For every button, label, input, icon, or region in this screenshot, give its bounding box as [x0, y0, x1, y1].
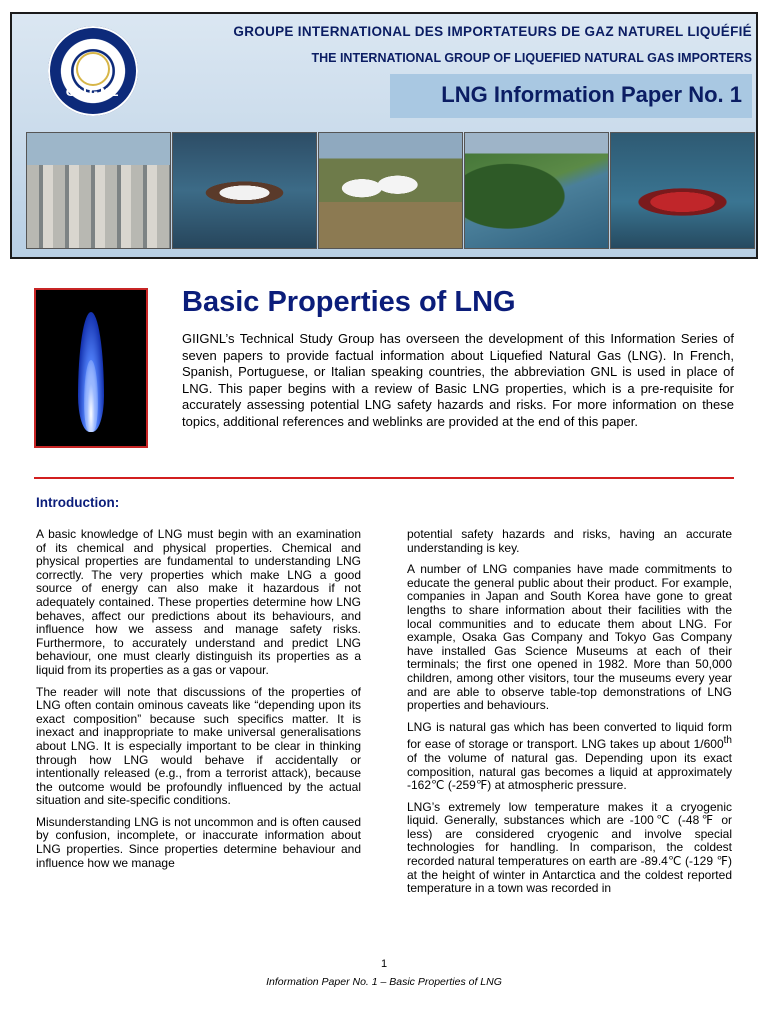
section-heading: Introduction:	[36, 495, 120, 510]
page-number: 1	[380, 958, 388, 970]
photo-lng-terminal	[26, 132, 171, 249]
paragraph: Misunderstanding LNG is not uncommon and is often caused by confusion, incomplete, or inaccurate information about LNG properties. Since properties determine behaviour and influence how we manage	[36, 814, 361, 870]
org-name-english: THE INTERNATIONAL GROUP OF LIQUEFIED NATURAL GAS IMPORTERS	[311, 51, 752, 65]
left-column	[36, 528, 361, 878]
blue-flame-image	[34, 288, 148, 448]
paragraph: potential safety hazards and risks, having an accurate understanding is key.	[407, 527, 732, 555]
page-footer: Information Paper No. 1 – Basic Properties of LNG	[266, 976, 502, 988]
paragraph	[407, 721, 732, 793]
photo-coastal-terminal	[464, 132, 609, 249]
globe-icon	[76, 52, 110, 86]
page-title: Basic Properties of LNG	[182, 286, 516, 318]
logo-text: GIIGNL	[65, 86, 121, 99]
photo-red-lng-carrier	[610, 132, 755, 249]
paper-number: LNG Information Paper No. 1	[441, 82, 742, 107]
paragraph: LNG’s extremely low temperature makes it a cryogenic liquid. Generally, substances which are -100℃ (-48℉ or less) are considered cryogenic and involve special technologies for handling. In comparison, the coldest recorded natural temperatures on earth are -89.4℃ (-129 ℉) at the height of winter in Antarctica and the coldest reported temperature in a town was recorded in	[407, 799, 732, 896]
paragraph: A basic knowledge of LNG must begin with an examination of its chemical and physical properties. Chemical and physical properties are fundamental to understanding LNG correctly. The very properties which make LNG a good source of energy can also make it hazardous if not adequately contained. These properties determine how LNG behaves, affect our predictions about its behaviours, and influence how we assess and manage safety risks. Furthermore, to accurately understand and predict LNG behaviour, one must clearly distinguish its properties as a liquid from its properties as a gas or vapour.	[36, 527, 361, 677]
photo-lng-tanker-at-sea	[172, 132, 317, 249]
superscript: th	[723, 735, 732, 747]
org-name-french: GROUPE INTERNATIONAL DES IMPORTATEURS DE GAZ NATUREL LIQUÉFIÉ	[233, 24, 752, 39]
photo-storage-tanks	[318, 132, 463, 249]
paragraph-text: of the volume of natural gas. Depending upon its exact composition, natural gas becomes a liquid at approximately -162℃ (-259℉) at atmospheric pressure.	[407, 750, 732, 793]
right-column	[407, 528, 732, 904]
paragraph: A number of LNG companies have made commitments to educate the general public about their product. For example, companies in Japan and South Korea have gone to great lengths to share information about their facilities with the local communities and to educate them about LNG. For example, Osaka Gas Company and Tokyo Gas Company have installed Gas Science Museums at each of their terminals; the first one opened in 1982. More than 50,000 children, among other visitors, tour the museums every year and are able to observe table-top demonstrations of LNG properties and behaviours.	[407, 562, 732, 713]
giignl-logo	[48, 26, 138, 116]
header-banner	[10, 12, 758, 259]
paragraph-text: LNG is natural gas which has been converted to liquid form for ease of storage or transport. LNG takes up about 1/600	[407, 719, 732, 752]
intro-paragraph: GIIGNL’s Technical Study Group has overseen the development of this Information Series of seven papers to provide factual information about Liquefied Natural Gas (LNG). In French, Spanish, Portuguese, or Italian speaking countries, the abbreviation GNL is used in place of LNG. This paper begins with a review of Basic LNG properties, which is a pre-requisite for accurately assessing potential LNG safety hazards and risks. For more information on these topics, additional references and weblinks are provided at the end of this paper.	[182, 331, 734, 429]
paragraph: The reader will note that discussions of the properties of LNG often contain ominous caveats like “depending upon its exact composition” because such specifics matter. It is inexact and inappropriate to make universal generalisations about LNG. It is especially important to be clear in thinking through how LNG would behave if accidentally or intentionally released (e.g., from a terrorist attack), because the outcome would be profoundly influenced by the actual situation and site-specific conditions.	[36, 684, 361, 808]
section-divider	[34, 477, 734, 479]
paper-number-box	[390, 74, 752, 118]
